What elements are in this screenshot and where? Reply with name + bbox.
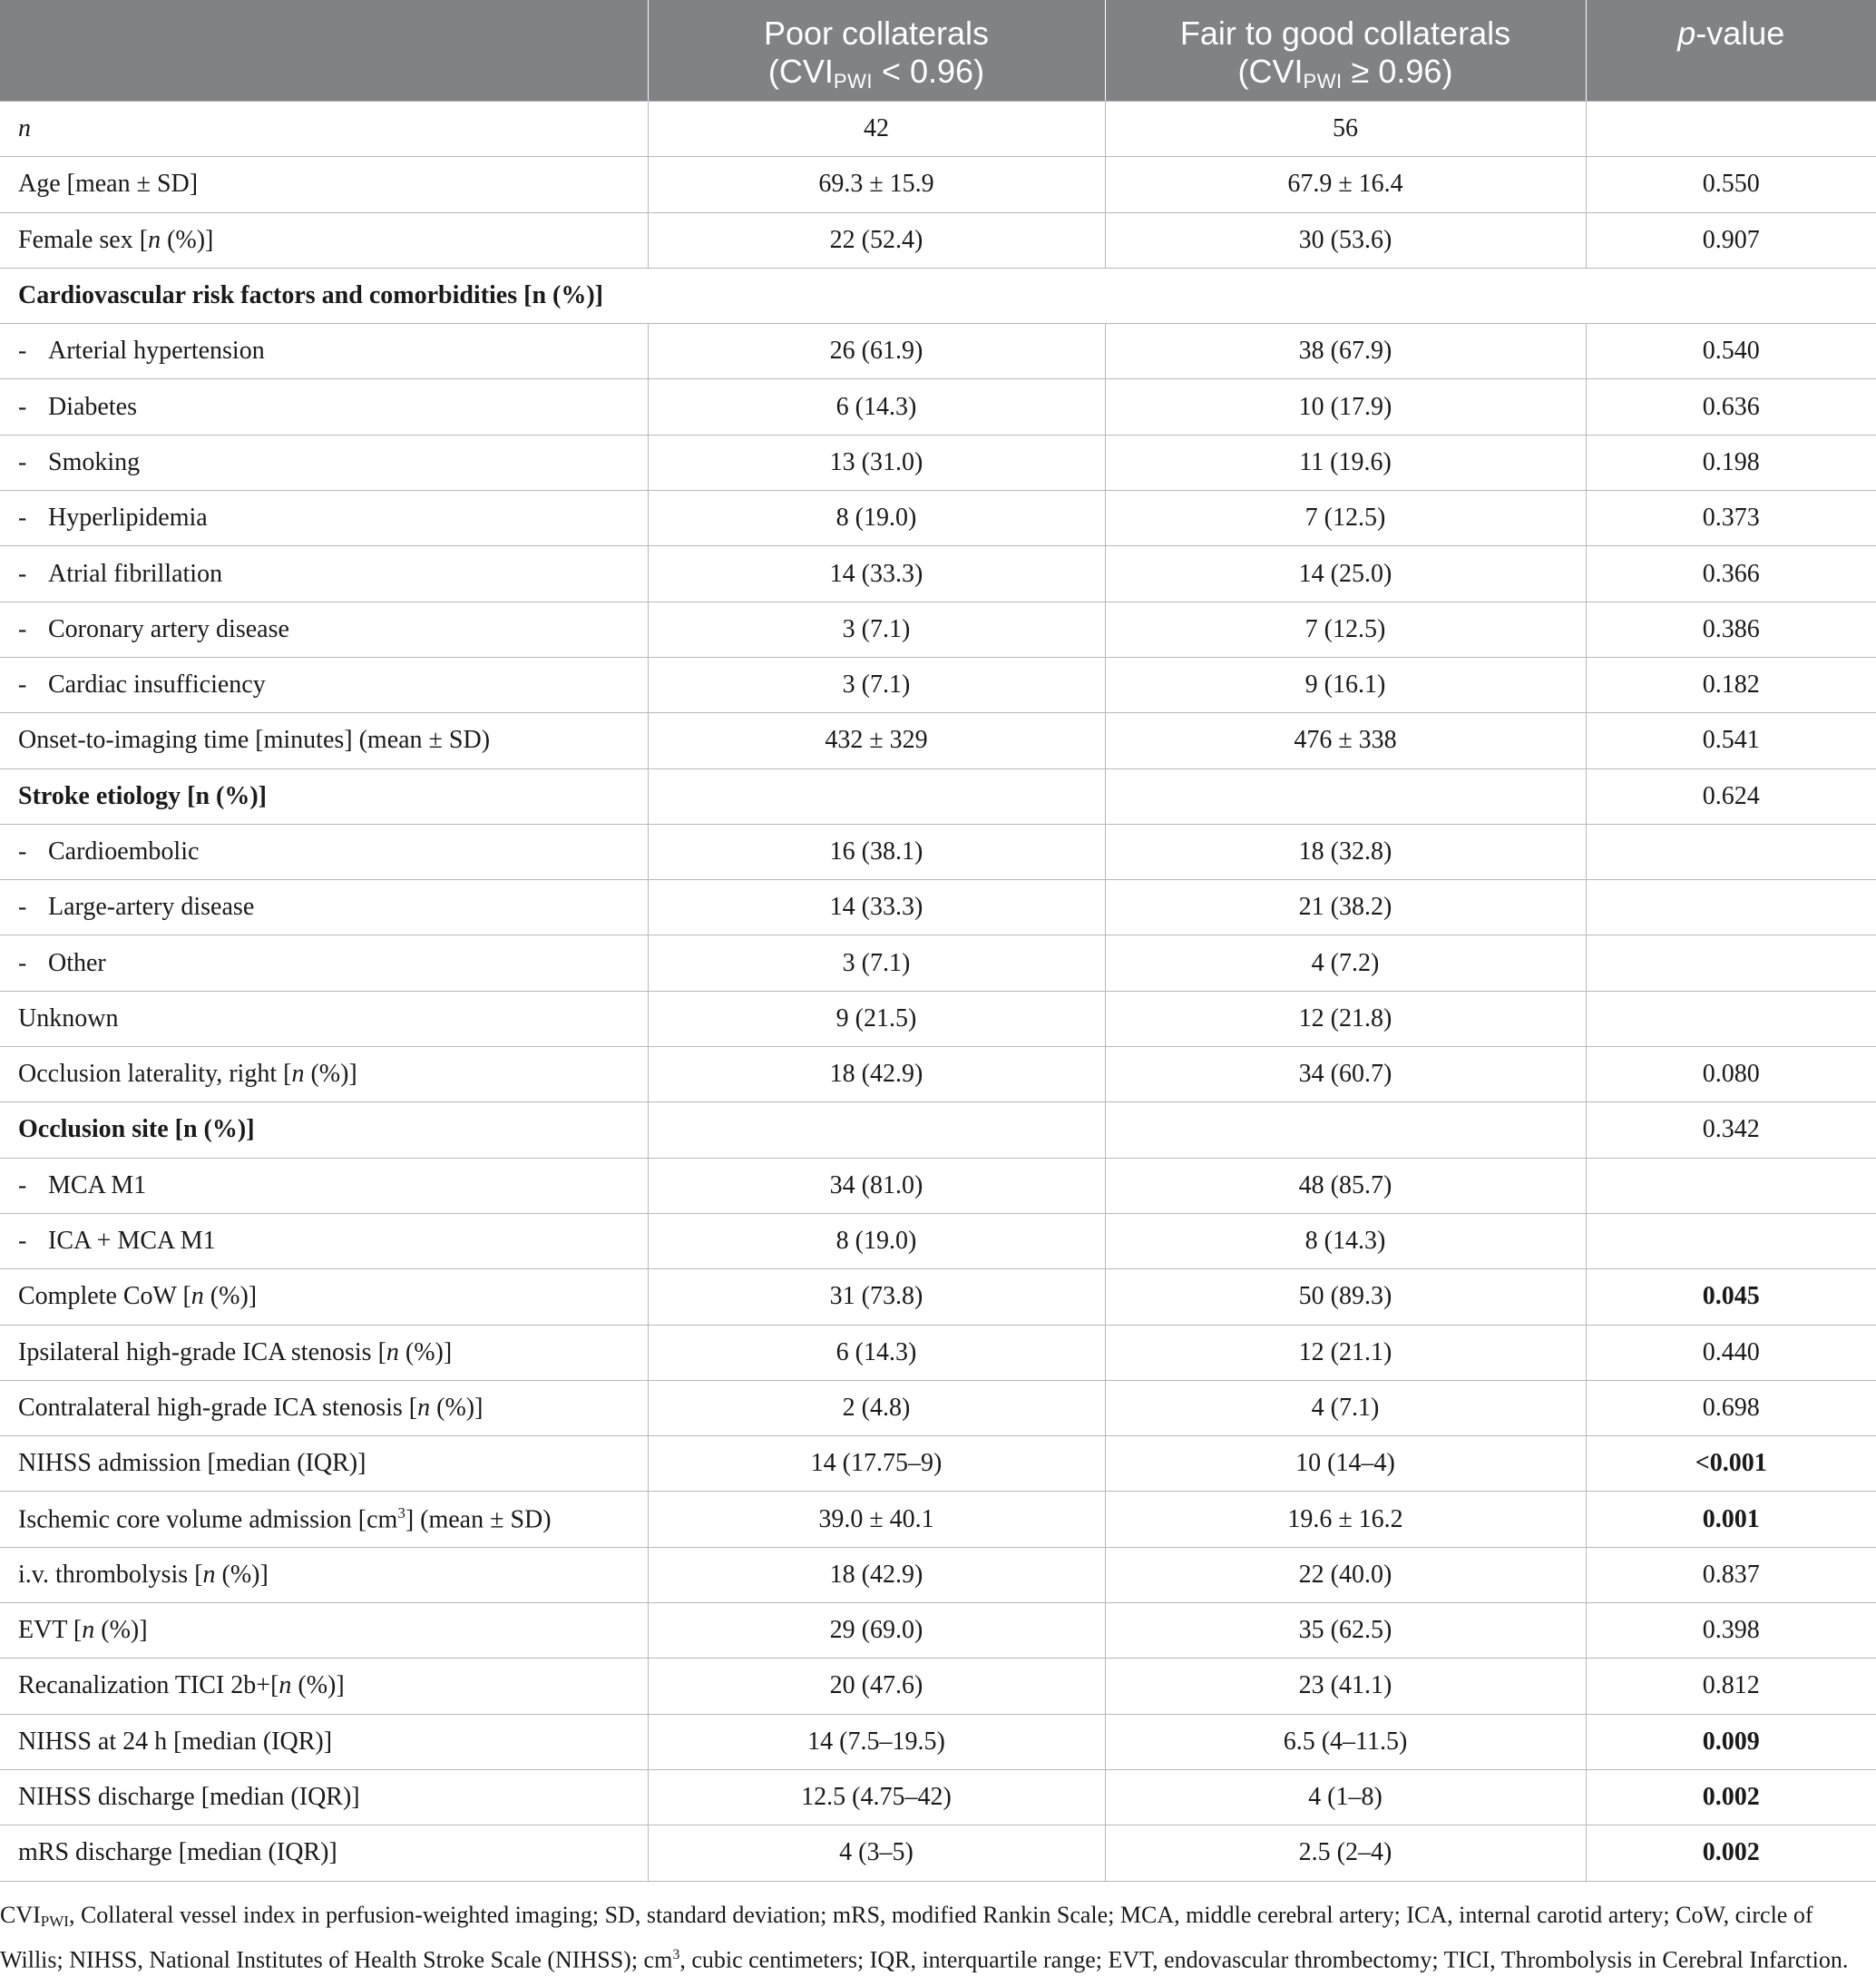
fair-value: 10 (14–4) [1105, 1436, 1586, 1492]
table-row [0, 657, 1876, 712]
fair-value: 30 (53.6) [1105, 212, 1586, 268]
row-label: - Cardioembolic [0, 824, 648, 879]
poor-value: 14 (33.3) [648, 880, 1105, 935]
fair-value: 7 (12.5) [1105, 602, 1586, 657]
p-value: 0.386 [1586, 602, 1876, 657]
fair-value: 67.9 ± 16.4 [1105, 157, 1586, 212]
row-label: NIHSS admission [median (IQR)] [0, 1436, 648, 1492]
table-row [0, 880, 1876, 935]
table-row [0, 1269, 1876, 1325]
p-value: <0.001 [1586, 1436, 1876, 1492]
section-row [0, 1102, 1876, 1158]
poor-value: 6 (14.3) [648, 379, 1105, 435]
fair-value: 9 (16.1) [1105, 657, 1586, 712]
fair-value: 4 (1–8) [1105, 1769, 1586, 1825]
fair-value: 7 (12.5) [1105, 491, 1586, 546]
table-row [0, 1325, 1876, 1380]
table-row [0, 212, 1876, 268]
p-value [1586, 1158, 1876, 1213]
fair-value: 12 (21.1) [1105, 1325, 1586, 1380]
fair-value: 12 (21.8) [1105, 991, 1586, 1046]
p-value [1586, 880, 1876, 935]
table-row [0, 324, 1876, 379]
section-row [0, 768, 1876, 824]
table-row [0, 546, 1876, 602]
poor-value: 42 [648, 102, 1105, 157]
table-row [0, 102, 1876, 157]
row-label: Female sex [n (%)] [0, 212, 648, 268]
p-value [1586, 991, 1876, 1046]
poor-value: 9 (21.5) [648, 991, 1105, 1046]
p-value: 0.624 [1586, 768, 1876, 824]
row-label: NIHSS discharge [median (IQR)] [0, 1769, 648, 1825]
fair-value: 14 (25.0) [1105, 546, 1586, 602]
table-row [0, 1492, 1876, 1547]
row-label: Occlusion laterality, right [n (%)] [0, 1047, 648, 1102]
p-value: 0.636 [1586, 379, 1876, 435]
table-row [0, 1603, 1876, 1659]
row-label: i.v. thrombolysis [n (%)] [0, 1547, 648, 1602]
poor-value: 31 (73.8) [648, 1269, 1105, 1325]
poor-value: 8 (19.0) [648, 1213, 1105, 1268]
row-label: NIHSS at 24 h [median (IQR)] [0, 1714, 648, 1769]
p-value: 0.440 [1586, 1325, 1876, 1380]
row-label: - Diabetes [0, 379, 648, 435]
poor-value: 432 ± 329 [648, 713, 1105, 768]
section-heading: Occlusion site [n (%)] [0, 1102, 648, 1158]
row-label: Complete CoW [n (%)] [0, 1269, 648, 1325]
row-label: Recanalization TICI 2b+[n (%)] [0, 1659, 648, 1714]
fair-value: 22 (40.0) [1105, 1547, 1586, 1602]
table-row [0, 1769, 1876, 1825]
p-value: 0.001 [1586, 1492, 1876, 1547]
p-value: 0.550 [1586, 157, 1876, 212]
table-row [0, 935, 1876, 991]
poor-value: 29 (69.0) [648, 1603, 1105, 1659]
header-poor-collaterals: Poor collaterals $(CVI_{PWI} < 0.96)$ [648, 0, 1105, 102]
table-row [0, 602, 1876, 657]
poor-value: 16 (38.1) [648, 824, 1105, 879]
row-label: - Large-artery disease [0, 880, 648, 935]
row-label: mRS discharge [median (IQR)] [0, 1825, 648, 1881]
table-row [0, 491, 1876, 546]
table-row [0, 1158, 1876, 1213]
row-label: Ipsilateral high-grade ICA stenosis [n (%)] [0, 1325, 648, 1380]
fair-value: 56 [1105, 102, 1586, 157]
p-value [1586, 1213, 1876, 1268]
p-value: 0.342 [1586, 1102, 1876, 1158]
poor-value: 22 (52.4) [648, 212, 1105, 268]
p-value: 0.541 [1586, 713, 1876, 768]
table-row [0, 157, 1876, 212]
section-heading: Stroke etiology [n (%)] [0, 768, 648, 824]
p-value: 0.812 [1586, 1659, 1876, 1714]
poor-value [648, 768, 1105, 824]
poor-value: 18 (42.9) [648, 1547, 1105, 1602]
poor-value: 8 (19.0) [648, 491, 1105, 546]
fair-value: 21 (38.2) [1105, 880, 1586, 935]
poor-value: 39.0 ± 40.1 [648, 1492, 1105, 1547]
fair-value: 8 (14.3) [1105, 1213, 1586, 1268]
fair-value: 34 (60.7) [1105, 1047, 1586, 1102]
fair-value: 18 (32.8) [1105, 824, 1586, 879]
poor-value: 26 (61.9) [648, 324, 1105, 379]
table-row [0, 435, 1876, 490]
fair-value [1105, 1102, 1586, 1158]
fair-value: 4 (7.2) [1105, 935, 1586, 991]
poor-value: 13 (31.0) [648, 435, 1105, 490]
p-value: 0.540 [1586, 324, 1876, 379]
poor-value: 3 (7.1) [648, 602, 1105, 657]
table-row [0, 1825, 1876, 1881]
header-fair-good-collaterals: Fair to good collaterals $(CVI_{PWI} \ge 0.96)$ [1105, 0, 1586, 102]
table-row [0, 824, 1876, 879]
p-value [1586, 824, 1876, 879]
table-row [0, 1047, 1876, 1102]
poor-value: 20 (47.6) [648, 1659, 1105, 1714]
p-value: 0.907 [1586, 212, 1876, 268]
table-row [0, 1659, 1876, 1714]
poor-value: 18 (42.9) [648, 1047, 1105, 1102]
poor-value: 3 (7.1) [648, 935, 1105, 991]
p-value: 0.398 [1586, 1603, 1876, 1659]
row-label: n [0, 102, 648, 157]
p-value: 0.698 [1586, 1380, 1876, 1435]
fair-value: 6.5 (4–11.5) [1105, 1714, 1586, 1769]
table-row [0, 1213, 1876, 1268]
header-characteristic [0, 0, 648, 102]
table-row [0, 1436, 1876, 1492]
fair-value: 476 ± 338 [1105, 713, 1586, 768]
p-value: 0.373 [1586, 491, 1876, 546]
fair-value: 50 (89.3) [1105, 1269, 1586, 1325]
section-row [0, 268, 1876, 323]
row-label: Ischemic core volume admission $[cm^3]$ (mean ± SD) [0, 1492, 648, 1547]
table-row [0, 379, 1876, 435]
poor-value: 14 (33.3) [648, 546, 1105, 602]
poor-value: 12.5 (4.75–42) [648, 1769, 1105, 1825]
poor-value [648, 1102, 1105, 1158]
row-label: - MCA M1 [0, 1158, 648, 1213]
fair-value: 19.6 ± 16.2 [1105, 1492, 1586, 1547]
fair-value [1105, 768, 1586, 824]
row-label: - Hyperlipidemia [0, 491, 648, 546]
header-row [0, 0, 1876, 102]
fair-value: 4 (7.1) [1105, 1380, 1586, 1435]
fair-value: 23 (41.1) [1105, 1659, 1586, 1714]
poor-value: 6 (14.3) [648, 1325, 1105, 1380]
p-value: 0.837 [1586, 1547, 1876, 1602]
row-label: Unknown [0, 991, 648, 1046]
row-label: - Smoking [0, 435, 648, 490]
fair-value: 10 (17.9) [1105, 379, 1586, 435]
poor-value: 4 (3–5) [648, 1825, 1105, 1881]
p-value: 0.045 [1586, 1269, 1876, 1325]
row-label: EVT [n (%)] [0, 1603, 648, 1659]
poor-value: 69.3 ± 15.9 [648, 157, 1105, 212]
fair-value: 38 (67.9) [1105, 324, 1586, 379]
table-row [0, 713, 1876, 768]
p-value: 0.182 [1586, 657, 1876, 712]
p-value: 0.366 [1586, 546, 1876, 602]
p-value [1586, 935, 1876, 991]
p-value: 0.002 [1586, 1825, 1876, 1881]
fair-value: 35 (62.5) [1105, 1603, 1586, 1659]
row-label: - Arterial hypertension [0, 324, 648, 379]
p-value [1586, 102, 1876, 157]
poor-value: 3 (7.1) [648, 657, 1105, 712]
row-label: - Atrial fibrillation [0, 546, 648, 602]
row-label: - ICA + MCA M1 [0, 1213, 648, 1268]
row-label: - Cardiac insufficiency [0, 657, 648, 712]
header-p-value: p-value [1586, 0, 1876, 102]
p-value: 0.198 [1586, 435, 1876, 490]
row-label: - Other [0, 935, 648, 991]
row-label: Age [mean ± SD] [0, 157, 648, 212]
fair-value: 48 (85.7) [1105, 1158, 1586, 1213]
row-label: Onset-to-imaging time [minutes] (mean ± SD) [0, 713, 648, 768]
fair-value: 11 (19.6) [1105, 435, 1586, 490]
poor-value: 14 (17.75–9) [648, 1436, 1105, 1492]
section-heading: Cardiovascular risk factors and comorbidities [n (%)] [0, 268, 1876, 323]
p-value: 0.080 [1586, 1047, 1876, 1102]
table-row [0, 991, 1876, 1046]
p-value: 0.002 [1586, 1769, 1876, 1825]
table-row [0, 1547, 1876, 1602]
poor-value: 2 (4.8) [648, 1380, 1105, 1435]
table-row [0, 1714, 1876, 1769]
row-label: - Coronary artery disease [0, 602, 648, 657]
poor-value: 14 (7.5–19.5) [648, 1714, 1105, 1769]
fair-value: 2.5 (2–4) [1105, 1825, 1586, 1881]
table-row [0, 1380, 1876, 1435]
table-footnote: CVIPWI, Collateral vessel index in perfusion-weighted imaging; SD, standard deviation; mRS, modified Rankin Scale; MCA, middle cerebral artery; ICA, internal carotid artery; CoW, circle of Willis; NIHSS, National Institutes of Health Stroke Scale (NIHSS); $cm^3$, cubic centimeters; IQR, interquartile range; EVT, endovascular thrombectomy; TICI, Thrombolysis in Cerebral Infarction. [0, 1902, 1849, 1973]
row-label: Contralateral high-grade ICA stenosis [n (%)] [0, 1380, 648, 1435]
poor-value: 34 (81.0) [648, 1158, 1105, 1213]
p-value: 0.009 [1586, 1714, 1876, 1769]
